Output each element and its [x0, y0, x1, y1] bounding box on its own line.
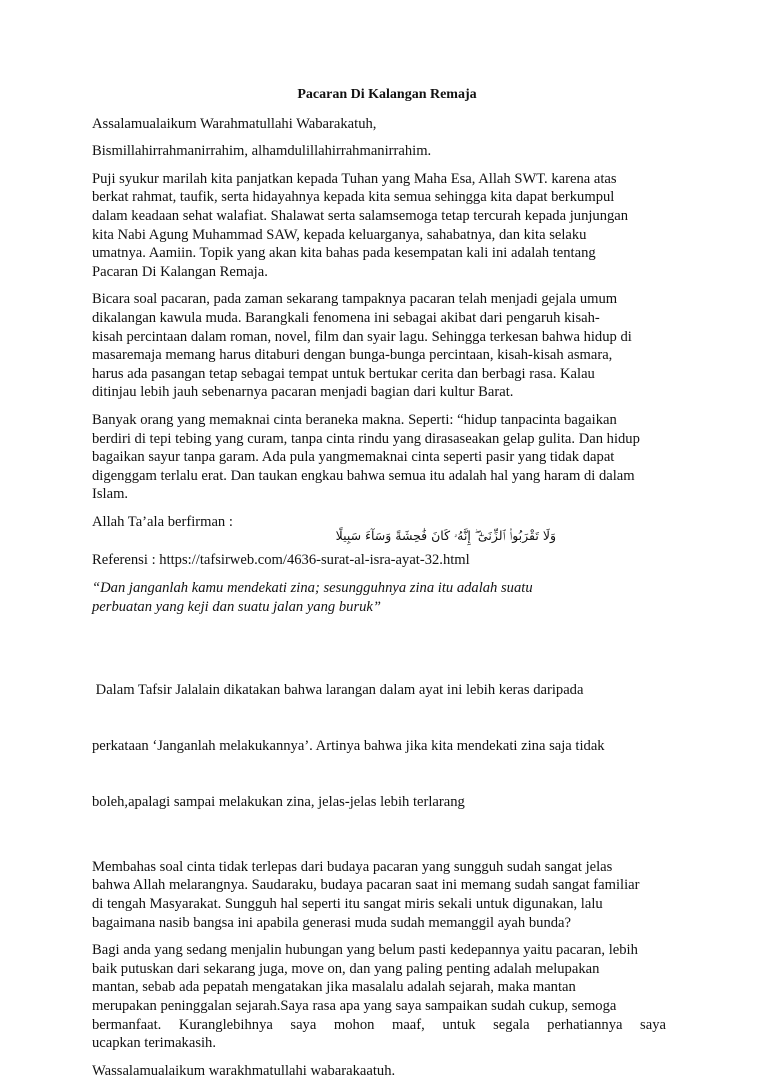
document-title: Pacaran Di Kalangan Remaja [297, 87, 477, 102]
text-line-justified: bermanfaat. Kuranglebihnya saya mohon maaf, untuk segala perhatiannya saya [92, 1016, 666, 1033]
text-line: dalam keadaan sehat walafiat. Shalawat serta salamsemoga tetap tercurah kepada junjungan [92, 207, 629, 224]
closing-salam: Wassalamualaikum warakhmatullahi wabarakaatuh. [92, 1062, 396, 1079]
reference-link: Referensi : https://tafsirweb.com/4636-surat-al-isra-ayat-32.html [92, 552, 470, 569]
text-line: merupakan peninggalan sejarah.Saya rasa apa yang saya sampaikan sudah cukup, semoga [92, 997, 617, 1014]
text-line: berdiri di tepi tebing yang curam, tanpa cinta rindu yang dirasaseakan gelap gulita. Dan hidup [92, 430, 640, 447]
paragraph-budaya [92, 858, 682, 932]
arabic-verse: وَلَا تَقْرَبُوا۟ ٱلزِّنَىٰٓ ۖ إِنَّهُۥ كَانَ فَٰحِشَةً وَسَآءَ سَبِيلًا [335, 528, 556, 544]
text-line: masaremaja memang harus ditaburi dengan bunga-bunga percintaan, kisah-kisah asmara, [92, 347, 613, 364]
text-line: bahwa Allah melarangnya. Saudaraku, budaya pacaran saat ini memang sudah sangat familiar [92, 877, 640, 894]
text-line: Banyak orang yang memaknai cinta beraneka makna. Seperti: “hidup tanpacinta bagaikan [92, 411, 617, 428]
text-line: ucapkan terimakasih. [92, 1035, 216, 1052]
document-page [92, 86, 682, 1089]
paragraph-opening [92, 170, 682, 282]
text-line: berkat rahmat, taufik, serta hidayahnya kepada kita semua sehingga kita dapat berkumpul [92, 189, 615, 206]
text-line: bagaimana nasib bangsa ini apabila generasi muda sudah memanggil ayah bunda? [92, 914, 571, 931]
text-line: ditinjau lebih jauh sebenarnya pacaran menjadi bagian dari kultur Barat. [92, 384, 514, 401]
text-line: kita Nabi Agung Muhammad SAW, kepada keluarganya, sahabatnya, dan kita selaku [92, 226, 587, 243]
text-line: perkataan ‘Janganlah melakukannya’. Artinya bahwa jika kita mendekati zina saja tidak [92, 738, 605, 755]
text-line: kisah percintaan dalam roman, novel, film dan syair lagu. Sehingga terkesan bahwa hidup di [92, 328, 632, 345]
text-line: harus ada pasangan tetap sebagai tempat untuk bertukar cerita dan berbagi rasa. Kalau [92, 365, 595, 382]
allah-says-line: Allah Ta’ala berfirman : [92, 513, 233, 530]
text-line: Islam. [92, 486, 129, 503]
text-line: “Dan janganlah kamu mendekati zina; sesungguhnya zina itu adalah suatu [92, 580, 533, 597]
verse-translation [92, 579, 682, 616]
text-line: perbuatan yang keji dan suatu jalan yang buruk” [92, 598, 382, 615]
text-line: Membahas soal cinta tidak terlepas dari budaya pacaran yang sungguh sudah sangat jelas [92, 858, 613, 875]
paragraph-cinta [92, 411, 682, 504]
text-line: Bagi anda yang sedang menjalin hubungan yang belum pasti kedepannya yaitu pacaran, lebih [92, 942, 638, 959]
text-line: Bicara soal pacaran, pada zaman sekarang tampaknya pacaran telah menjadi gejala umum [92, 291, 618, 308]
basmala: Bismillahirrahmanirrahim, alhamdulillahirrahmanirrahim. [92, 143, 432, 160]
text-line: Dalam Tafsir Jalalain dikatakan bahwa larangan dalam ayat ini lebih keras daripada [92, 682, 584, 699]
text-line: dikalangan kawula muda. Barangkali fenomena ini sebagai akibat dari pengaruh kisah- [92, 309, 600, 326]
text-line: baik putuskan dari sekarang juga, move on, dan yang paling penting adalah melupakan [92, 960, 600, 977]
text-line: Puji syukur marilah kita panjatkan kepada Tuhan yang Maha Esa, Allah SWT. karena atas [92, 170, 617, 187]
paragraph-tafsir [92, 644, 682, 849]
text-line: mantan, sebab ada pepatah mengatakan jika masalalu adalah sejarah, maka mantan [92, 979, 576, 996]
text-line: bagaikan sayur tanpa garam. Ada pula yangmemaknai cinta seperti pasir yang tidak dapat [92, 449, 615, 466]
greeting: Assalamualaikum Warahmatullahi Wabarakatuh, [92, 115, 377, 132]
text-line: digenggam terlalu erat. Dan taukan engkau bahwa semua itu adalah hal yang haram di dalam [92, 467, 635, 484]
text-line: di tengah Masyarakat. Sungguh hal seperti itu sangat miris sekali untuk digunakan, lalu [92, 895, 603, 912]
paragraph-nasihat [92, 941, 682, 1053]
text-line: Pacaran Di Kalangan Remaja. [92, 263, 268, 280]
text-line: umatnya. Aamiin. Topik yang akan kita bahas pada kesempatan kali ini adalah tentang [92, 245, 596, 262]
paragraph-pacaran-intro [92, 290, 682, 402]
text-line: boleh,apalagi sampai melakukan zina, jelas-jelas lebih terlarang [92, 794, 465, 810]
